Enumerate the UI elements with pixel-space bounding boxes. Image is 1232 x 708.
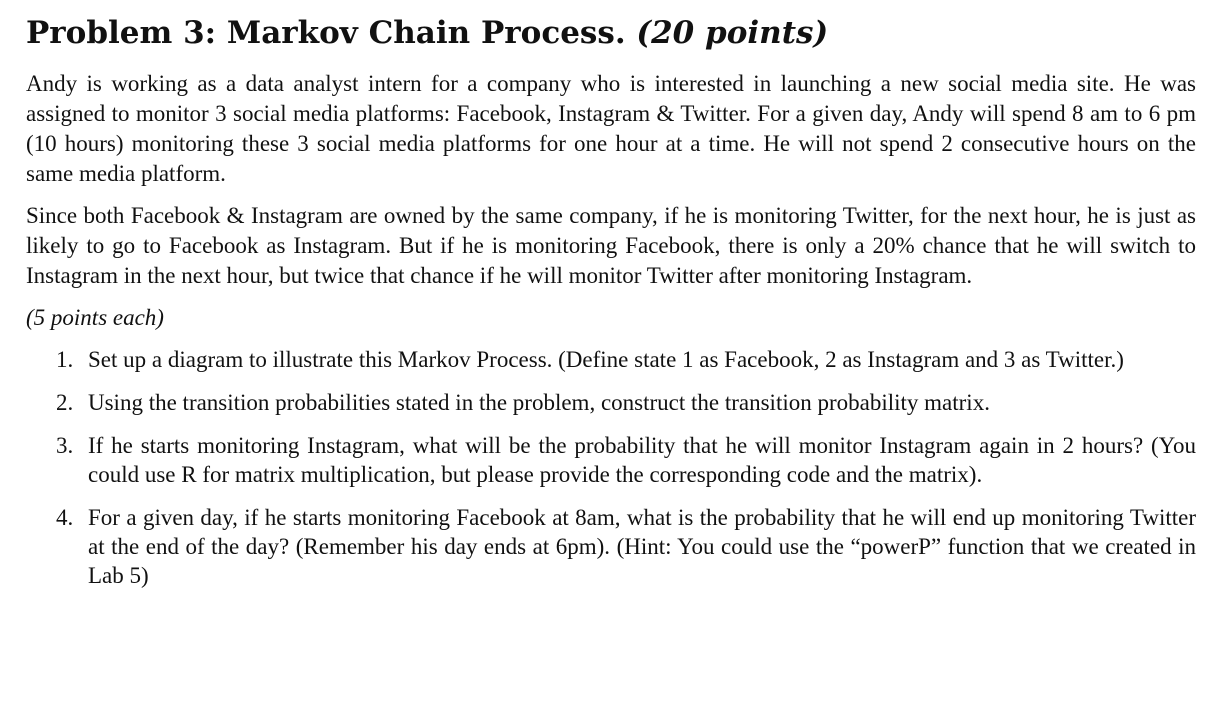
question-item <box>26 503 1196 590</box>
question-list <box>26 345 1196 590</box>
problem-title <box>26 12 1196 54</box>
points-each-note <box>26 303 1196 333</box>
question-item <box>26 388 1196 417</box>
question-text: Set up a diagram to illustrate this Markov Process. (Define state 1 as Facebook, 2 as Instagram and 3 as Twitter.) <box>88 347 1124 372</box>
probability-paragraph: Since both Facebook & Instagram are owned by the same company, if he is monitoring Twitter, for the next hour, he is just as likely to go to Facebook as Instagram. But if he is monitoring Facebook, there is only a 20% chance that he will switch to Instagram in the next hour, but twice that chance if he will monitor Twitter after monitoring Instagram. <box>26 203 1196 288</box>
problem-points: (20 points) <box>636 15 829 51</box>
question-number: 4. <box>56 505 74 530</box>
question-item <box>26 345 1196 374</box>
points-each-text: (5 points each) <box>26 305 164 330</box>
problem-page <box>26 12 1196 604</box>
intro-paragraph: Andy is working as a data analyst intern for a company who is interested in launching a new social media site. He was assigned to monitor 3 social media platforms: Facebook, Instagram & Twitter. For a given day, Andy will spend 8 am to 6 pm (10 hours) monitoring these 3 social media platforms for one hour at a time. He will not spend 2 consecutive hours on the same media platform. <box>26 71 1196 186</box>
question-text: Using the transition probabilities stated in the problem, construct the transition probability matrix. <box>88 390 990 415</box>
question-item <box>26 431 1196 489</box>
problem-title-text: Problem 3: Markov Chain Process. <box>26 15 626 51</box>
question-number: 3. <box>56 433 74 458</box>
question-text: If he starts monitoring Instagram, what will be the probability that he will monitor Instagram again in 2 hours? (You could use R for matrix multiplication, but please provide the corresponding code and the matrix). <box>88 433 1196 487</box>
question-number: 1. <box>56 347 74 372</box>
question-number: 2. <box>56 390 74 415</box>
question-text: For a given day, if he starts monitoring Facebook at 8am, what is the probability that he will end up monitoring Twitter at the end of the day? (Remember his day ends at 6pm). (Hint: You could use the “powerP” function that we created in Lab 5) <box>88 505 1196 588</box>
